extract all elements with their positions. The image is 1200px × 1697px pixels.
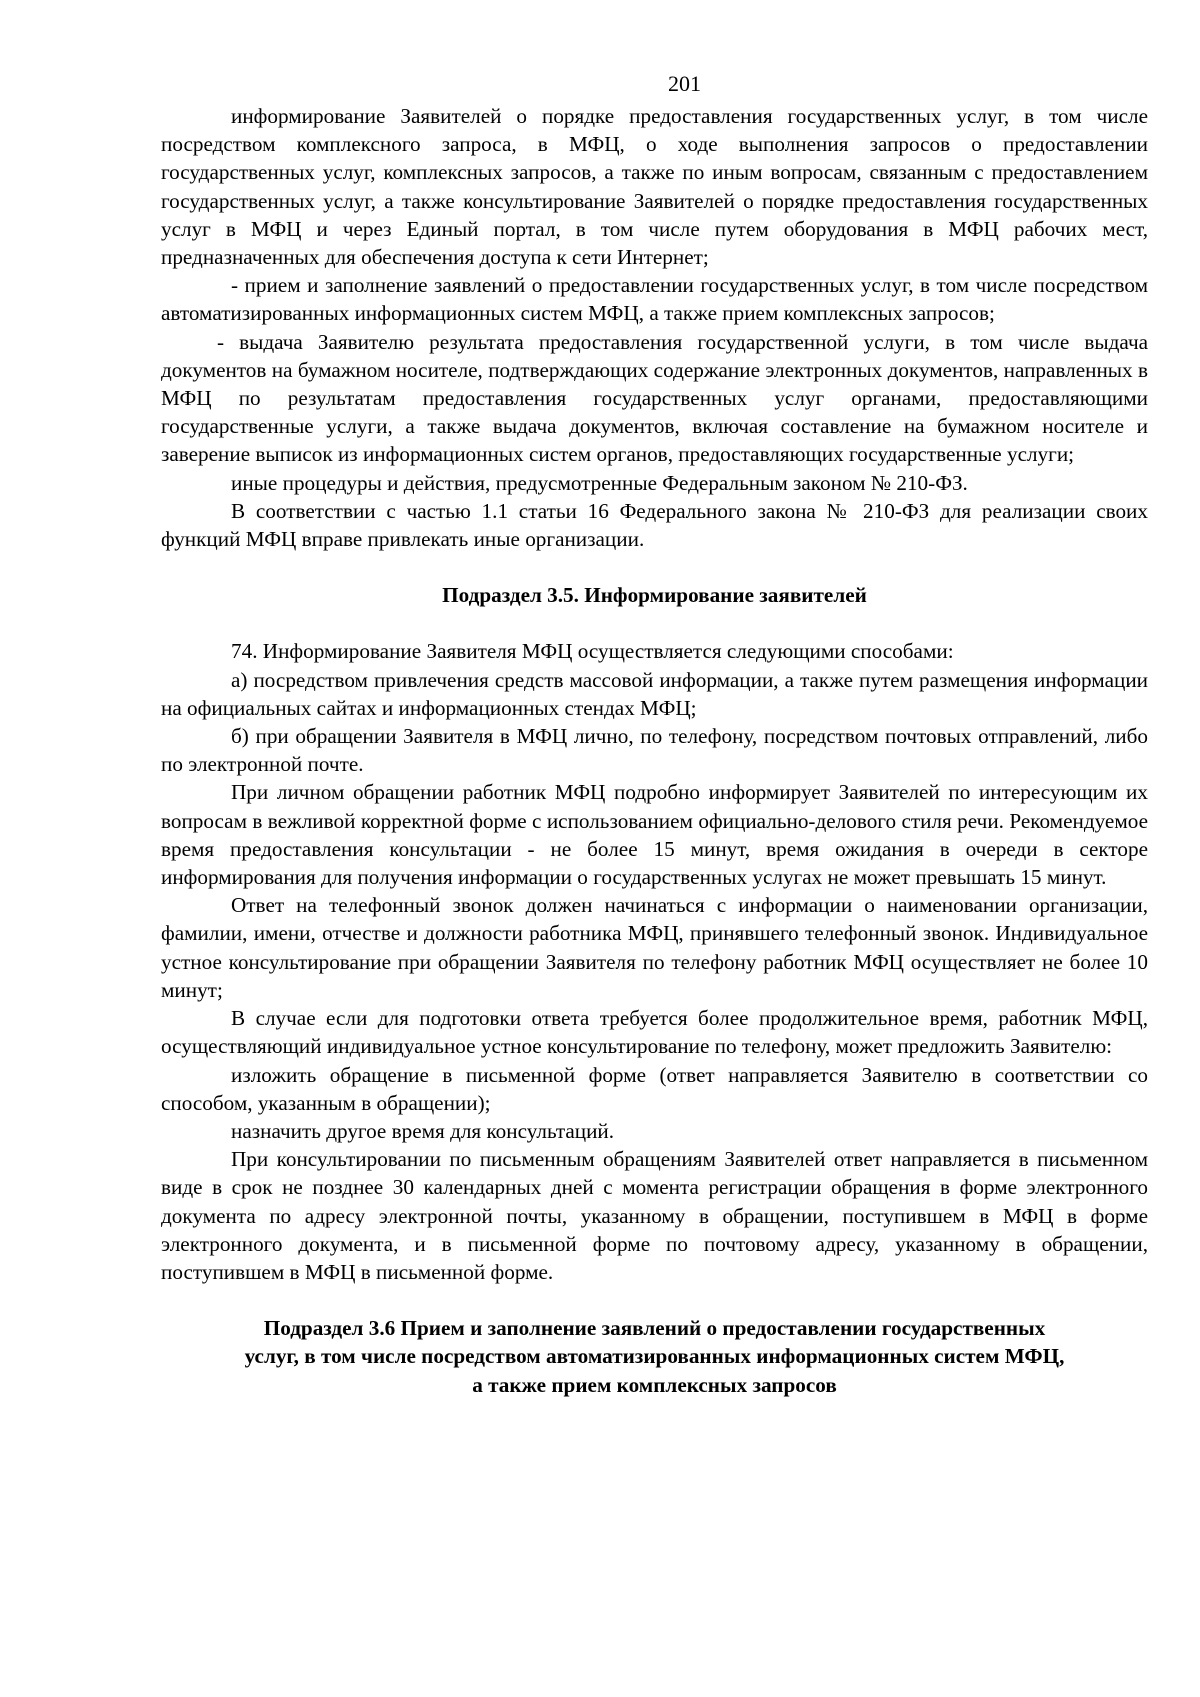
paragraph-other-organizations: В соответствии с частью 1.1 статьи 16 Федерального закона № 210-ФЗ для реализации своих функций МФЦ вправе привлекать иные организации. xyxy=(161,498,1148,552)
paragraph-phone-call: Ответ на телефонный звонок должен начинаться с информации о наименовании организации, фамилии, имени, отчестве и должности работника МФЦ, принявшего телефонный звонок. Индивидуальное устное консультирование при обращении Заявителя по телефону работник МФЦ осуществляет не более 10 минут; xyxy=(161,893,1148,1002)
paragraph-74-intro: 74. Информирование Заявителя МФЦ осуществляется следующими способами: xyxy=(231,639,954,664)
paragraph-written-form: изложить обращение в письменной форме (ответ направляется Заявителю в соответствии со способом, указанным в обращении); xyxy=(161,1062,1148,1115)
section-heading-3-6 xyxy=(161,1314,1148,1399)
paragraph-other-procedures: иные процедуры и действия, предусмотренные Федеральным законом № 210-ФЗ. xyxy=(231,470,968,495)
paragraph-other-time: назначить другое время для консультаций. xyxy=(231,1118,615,1143)
page-number: 201 xyxy=(668,71,701,96)
section-heading-3-6-line-2: услуг, в том числе посредством автоматизированных информационных систем МФЦ, xyxy=(244,1344,1065,1369)
section-heading-3-6-line-3: а также прием комплексных запросов xyxy=(472,1372,837,1397)
paragraph-reception-of-applications: - прием и заполнение заявлений о предоставлении государственных услуг, в том числе посредством автоматизированных информационных систем МФЦ, а также прием комплексных запросов; xyxy=(161,273,1148,326)
paragraph-74-b: б) при обращении Заявителя в МФЦ лично, по телефону, посредством почтовых отправлений, либо по электронной почте. xyxy=(161,724,1148,777)
paragraph-longer-time: В случае если для подготовки ответа требуется более продолжительное время, работник МФЦ, осуществляющий индивидуальное устное консультирование по телефону, может предложить Заявителю: xyxy=(161,1006,1148,1059)
paragraph-written-requests: При консультировании по письменным обращениям Заявителей ответ направляется в письменном виде в срок не позднее 30 календарных дней с момента регистрации обращения в форме электронного документа по адресу электронной почты, указанному в обращении, поступившем в МФЦ в форме электронного документа, и в письменной форме по почтовому адресу, указанному в обращении, поступившем в МФЦ в письменной форме. xyxy=(161,1147,1148,1284)
paragraph-informing-services: информирование Заявителей о порядке предоставления государственных услуг, в том числе посредством комплексного запроса, в МФЦ, о ходе выполнения запросов о предоставлении государственных услуг, комплексных запросов, а также по иным вопросам, связанным с предоставлением государственных услуг, а также консультирование Заявителей о порядке предоставления государственных услуг в МФЦ и через Единый портал, в том числе путем оборудования в МФЦ рабочих мест, предназначенных для обеспечения доступа к сети Интернет; xyxy=(161,104,1148,270)
paragraph-issuing-results: - выдача Заявителю результата предоставления государственной услуги, в том числе выдача документов на бумажном носителе, подтверждающих содержание электронных документов, направленных в МФЦ по результатам предоставления государственных услуг органами, предоставляющими государственные услуги, а также выдача документов, включая составление на бумажном носителе и заверение выписок из информационных систем органов, предоставляющих государственные услуги; xyxy=(161,329,1148,467)
section-heading-3-5: Подраздел 3.5. Информирование заявителей xyxy=(442,583,867,608)
paragraph-personal-visit: При личном обращении работник МФЦ подробно информирует Заявителей по интересующим их вопросам в вежливой корректной форме с использованием официально-делового стиля речи. Рекомендуемое время предоставления консультации - не более 15 минут, время ожидания в очереди в секторе информирования для получения информации о государственных услугах не может превышать 15 минут. xyxy=(161,780,1148,890)
paragraph-74-a: а) посредством привлечения средств массовой информации, а также путем размещения информации на официальных сайтах и информационных стендах МФЦ; xyxy=(161,667,1148,720)
services-list-section xyxy=(161,102,1148,553)
informing-applicants-section xyxy=(161,637,1148,1286)
section-heading-3-6-line-1: Подраздел 3.6 Прием и заполнение заявлений о предоставлении государственных xyxy=(263,1316,1046,1341)
